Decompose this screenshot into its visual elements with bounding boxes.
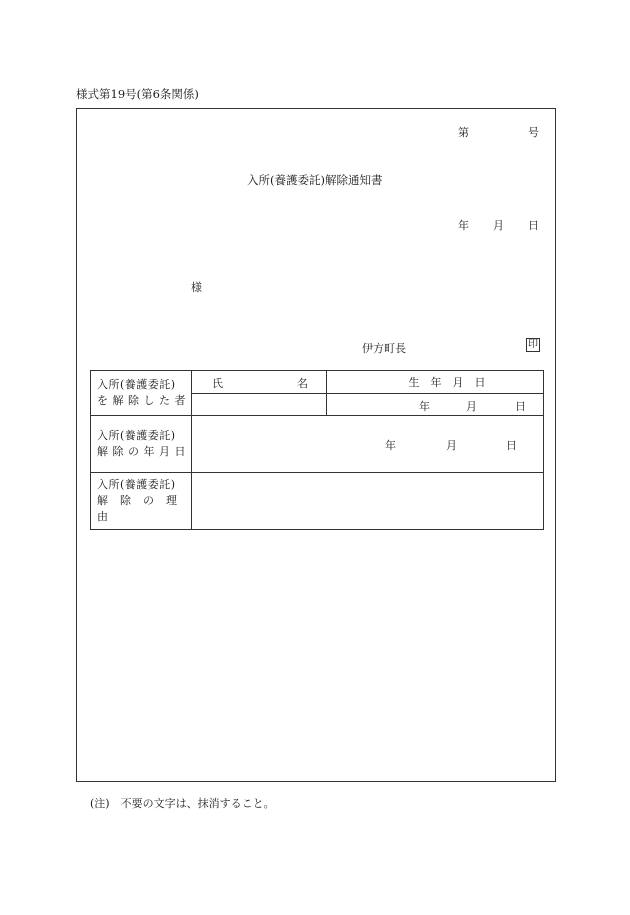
date-year-label: 年: [458, 219, 469, 232]
date-day-label: 日: [528, 219, 539, 232]
release-reason-value-cell[interactable]: [192, 473, 544, 530]
birth-day-label: 日: [515, 400, 526, 413]
name-value-cell[interactable]: [192, 394, 327, 416]
release-month-label: 月: [446, 439, 457, 452]
release-info-table: [90, 370, 544, 530]
birthdate-label-cell: [327, 371, 544, 394]
released-person-header: [91, 371, 192, 416]
form-number-label: 様式第19号(第6条関係): [76, 87, 199, 101]
release-date-value-cell[interactable]: [192, 416, 544, 473]
release-reason-header-line2: 解 除 の 理 由: [97, 494, 189, 523]
footnote: (注) 不要の文字は、抹消すること。: [90, 797, 275, 810]
release-date-header-line1: 入所(養護委託): [97, 429, 176, 442]
addressee-suffix: 様: [191, 281, 202, 294]
release-day-label: 日: [506, 439, 517, 452]
released-person-header-line1: 入所(養護委託): [97, 378, 176, 391]
table-row-release-reason: [91, 473, 544, 530]
birth-month-label: 月: [466, 400, 477, 413]
released-person-header-line2: を 解 除 し た 者: [97, 394, 186, 407]
name-label-first: 氏: [212, 377, 223, 390]
name-label-second: 名: [297, 377, 308, 390]
name-label-cell: [192, 371, 327, 394]
table-row-release-date: [91, 416, 544, 473]
release-reason-header-line1: 入所(養護委託): [97, 478, 176, 491]
table-row-name-header: [91, 371, 544, 394]
release-year-label: 年: [385, 439, 396, 452]
document-title: 入所(養護委託)解除通知書: [247, 173, 383, 187]
birthdate-value-cell[interactable]: [327, 394, 544, 416]
birthdate-label: 生 年 月 日: [408, 376, 486, 389]
issuer-name: 伊方町長: [362, 342, 406, 355]
birth-year-label: 年: [419, 400, 430, 413]
document-number-prefix: 第: [458, 126, 469, 139]
date-month-label: 月: [493, 219, 504, 232]
release-date-header-line2: 解 除 の 年 月 日: [97, 445, 186, 458]
document-number-suffix: 号: [528, 126, 539, 139]
seal-mark: 印: [528, 339, 538, 350]
release-date-header: [91, 416, 192, 473]
release-reason-header: [91, 473, 192, 530]
